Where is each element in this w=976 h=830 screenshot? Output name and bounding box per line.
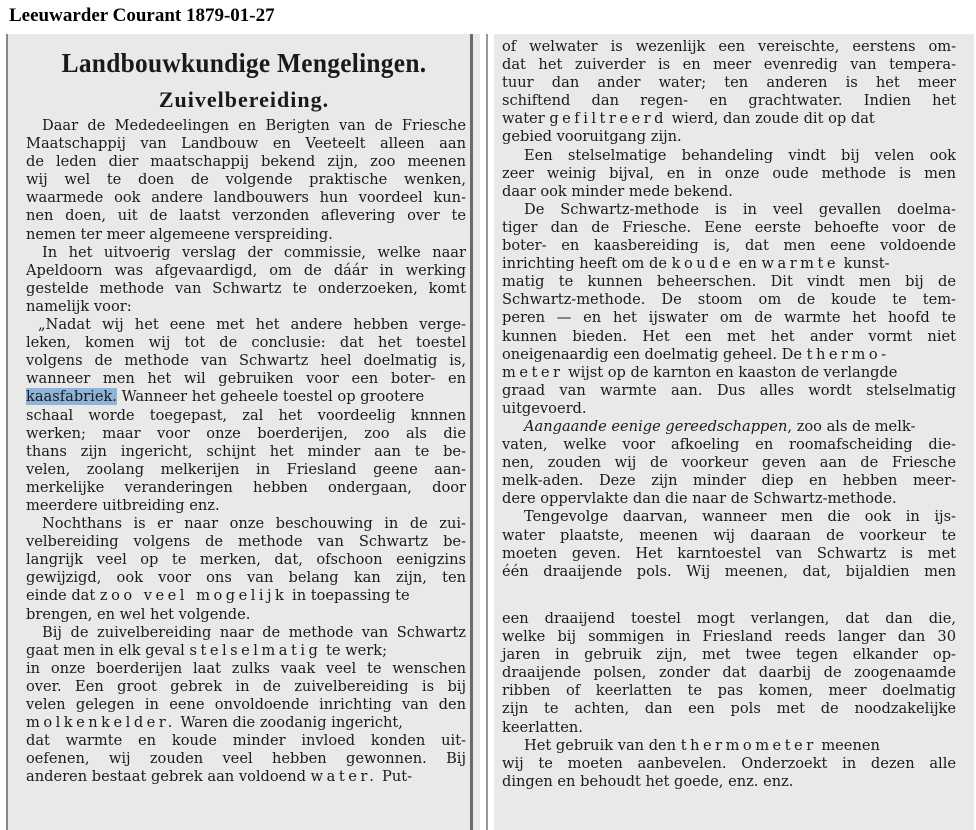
text-segment: , zoo als de melk- — [787, 417, 916, 435]
text-line: matig te kunnen beheerschen. Dit vindt men bij de — [502, 273, 956, 291]
text-line: In het uitvoerig verslag der commissie, welke naar — [42, 243, 466, 261]
text-line: in onze boerderijen laat zulks vaak veel te wenschen — [26, 659, 466, 677]
text-line: boter- en kaasbereiding is, dat men eene voldoende — [502, 237, 956, 255]
text-line: keerlatten. — [502, 718, 583, 736]
text-line: „Nadat wij het eene met het andere hebben verge- — [38, 316, 466, 334]
spaced-emphasis: molkenkelder. — [26, 714, 176, 732]
text-line: dat het zuiverder is en meer evenredig van tempera- — [502, 56, 956, 74]
text-line: schiftend dan regen- en grachtwater. Indien het — [502, 92, 956, 110]
text-line: Apeldoorn was afgevaardigd, om de dáár in werking — [26, 261, 466, 279]
spaced-emphasis: meter — [502, 363, 564, 381]
text-line: wij te moeten aanbevelen. Onderzoekt in dezen alle — [502, 754, 956, 772]
text-segment: meenen — [816, 736, 880, 754]
text-line: over. Een groot gebrek in de zuivelbereiding is bij — [26, 677, 466, 695]
text-segment: inrichting heeft om de — [502, 255, 672, 273]
text-line: of welwater is wezenlijk een vereischte, eerstens om- — [502, 38, 956, 55]
text-line: langrijk veel op te merken, dat, ofschoon eenigzins — [26, 551, 466, 569]
text-line: nemen ter meer algemeene verspreiding. — [26, 225, 333, 243]
text-line: zeer weinig bijval, en in onze oude methode is men — [502, 164, 956, 182]
text-line: Daar de Mededeelingen en Berigten van de Friesche — [42, 117, 466, 134]
text-line — [494, 737, 966, 755]
text-line: namelijk voor: — [26, 297, 132, 315]
text-line: graad van warmte aan. Dus alles wordt stelselmatig — [502, 381, 956, 399]
text-line: Bij de zuivelbereiding naar de methode van Schwartz — [42, 623, 466, 641]
highlighted-search-term: kaasfabriek. — [26, 388, 117, 406]
text-line — [8, 768, 480, 786]
page-title: Leeuwarder Courant 1879-01-27 — [0, 0, 976, 32]
text-segment: Put- — [377, 768, 413, 786]
text-line: peren — en het ijswater om de warmte het hoofd te — [502, 309, 956, 327]
text-line: tiger dan de Friesche. Eene eerste behoefte voor de — [502, 218, 956, 236]
text-line: werken; maar voor onze boerderijen, zoo als die — [26, 424, 466, 442]
spaced-emphasis: water. — [310, 768, 378, 786]
text-segment: in toepassing te — [287, 587, 410, 605]
text-line: ribben of keerlatten te pas komen, meer doelmatig — [502, 682, 956, 700]
text-line: oefenen, wij zouden veel hebben gewonnen. Bij — [26, 750, 466, 768]
article-headline: Landbouwkundige Mengelingen. — [61, 48, 427, 78]
text-segment: en — [734, 255, 762, 273]
spaced-emphasis: thermometer — [680, 736, 817, 754]
column-rule — [486, 34, 488, 830]
text-line — [494, 346, 966, 364]
text-line — [494, 255, 966, 273]
text-line — [8, 388, 480, 406]
text-line: één draaijende pols. Wij meenen, dat, bijaldien men — [502, 562, 956, 580]
spaced-emphasis: gefiltreerd — [549, 110, 667, 128]
text-segment: kunst- — [839, 255, 890, 273]
text-line: Een stelselmatige behandeling vindt bij velen ook — [524, 146, 956, 164]
text-line: velen gelegen in eene onvoldoende inrichting van den — [26, 696, 466, 713]
text-line: welke bij sommigen in Friesland reeds langer dan 30 — [502, 628, 956, 646]
text-line — [8, 714, 480, 732]
text-line: dere oppervlakte dan die naar de Schwartz-methode. — [502, 490, 897, 508]
spaced-emphasis: stelselmatig — [189, 641, 322, 659]
text-line: melk-aden. Deze zijn minder diep en hebben meer- — [502, 472, 956, 490]
spaced-emphasis: thermo- — [806, 345, 890, 363]
text-line: jaren in gebruik zijn, met twee tegen elkander op- — [502, 646, 956, 664]
text-line: Maatschappij van Landbouw en Veeteelt alleen aan — [26, 135, 466, 153]
text-line: De Schwartz-methode is in veel gevallen doelma- — [524, 200, 956, 218]
text-line: de leden dier maatschappij bekend zijn, zoo meenen — [26, 153, 466, 171]
text-line: leken, komen wij tot de conclusie: dat het toestel — [26, 334, 466, 352]
italic-emphasis: Aangaande eenige gereedschappen — [524, 417, 788, 435]
spaced-emphasis: warmte — [761, 255, 840, 273]
text-segment: Het gebruik van den — [524, 736, 681, 754]
text-line: velbereiding volgens de methode van Schwartz be- — [26, 533, 466, 551]
text-line: water plaatste, meenen wij daaraan de voorkeur te — [502, 526, 956, 544]
spaced-emphasis: zoo veel mogelijk — [99, 587, 288, 605]
text-line — [494, 110, 966, 128]
text-line: een draaijend toestel mogt verlangen, dat dan die, — [502, 610, 956, 627]
text-line: gebied vooruitgang zijn. — [502, 128, 682, 146]
text-line: vaten, welke voor afkoeling en roomafscheiding die- — [502, 436, 956, 454]
text-line: Schwartz-methode. De stoom om de koude te tem- — [502, 291, 956, 309]
text-segment: Waren die zoodanig ingericht, — [175, 714, 403, 732]
text-segment: einde dat — [26, 587, 100, 605]
text-line: gewijzigd, ook voor ons van belang kan zijn, ten — [26, 569, 466, 587]
article-subheadline: Zuivelbereiding. — [158, 87, 330, 112]
text-line: tuur dan ander water; ten anderen is het meer — [502, 74, 956, 92]
text-line — [8, 642, 480, 660]
text-segment: water — [502, 110, 550, 128]
text-line: volgens de methode van Schwartz heel doelmatig is, — [26, 352, 466, 370]
text-line — [494, 364, 966, 382]
text-segment: anderen bestaat gebrek aan voldoend — [26, 768, 311, 786]
text-segment: wierd, dan zoude dit op dat — [666, 110, 875, 128]
column-rule — [470, 34, 473, 830]
text-line: gestelde methode van Schwartz te onderzoeken, komt — [26, 279, 466, 297]
text-line: dingen en behoudt het goede, enz. enz. — [502, 772, 794, 790]
text-line: velen, zoolang melkerijen in Friesland geene aan- — [26, 460, 466, 478]
text-line — [494, 418, 966, 436]
text-line: draaijende polsen, zonder dat daarbij de zoogenaamde — [502, 664, 956, 682]
text-line: dat warmte en koude minder invloed konden uit- — [26, 732, 466, 750]
text-segment: gaat men in elk geval — [26, 641, 190, 659]
article-column-left — [6, 34, 480, 830]
text-segment: wijst op de karnton en kaaston de verlangde — [563, 363, 898, 381]
article-column-right-top — [494, 34, 974, 604]
text-line: meerdere uitbreiding enz. — [26, 496, 220, 514]
text-line: Nochthans is er naar onze beschouwing in de zui- — [42, 515, 466, 533]
text-line — [8, 587, 480, 605]
text-segment: Wanneer het geheele toestel op grootere — [116, 388, 425, 406]
text-line: merkelijke veranderingen hebben ondergaan, door — [26, 478, 466, 496]
text-segment: oneigenaardig een doelmatig geheel. De — [502, 345, 807, 363]
text-line: schaal worde toegepast, zal het voordeelig knnnen — [26, 406, 466, 424]
text-line: daar ook minder mede bekend. — [502, 182, 733, 200]
text-line: uitgevoerd. — [502, 399, 587, 417]
text-line: waarmede ook andere landbouwers hun voordeel kun- — [26, 189, 466, 207]
text-segment: te werk; — [321, 641, 388, 659]
text-line: nen, zouden wij de voorkeur geven aan de Friesche — [502, 454, 956, 472]
text-line: wij wel te doen de volgende praktische wenken, — [26, 171, 466, 189]
text-line: nen doen, uit de laatst verzonden aflevering over te — [26, 207, 466, 225]
article-column-right-bottom — [494, 604, 974, 830]
text-line: zijn te achten, dan een pols met de noodzakelijke — [502, 700, 956, 718]
text-line: kunnen bieden. Het een met het ander vormt niet — [502, 327, 956, 345]
text-line: Tengevolge daarvan, wanneer men die ook in ijs- — [524, 508, 956, 526]
text-line: brengen, en wel het volgende. — [26, 605, 251, 623]
spaced-emphasis: koude — [671, 255, 735, 273]
text-line: wanneer men het wil gebruiken voor een boter- en — [26, 370, 466, 388]
text-line: thans zijn ingericht, schijnt het minder aan te be- — [26, 442, 466, 460]
text-line: moeten geven. Het karntoestel van Schwartz is met — [502, 544, 956, 562]
